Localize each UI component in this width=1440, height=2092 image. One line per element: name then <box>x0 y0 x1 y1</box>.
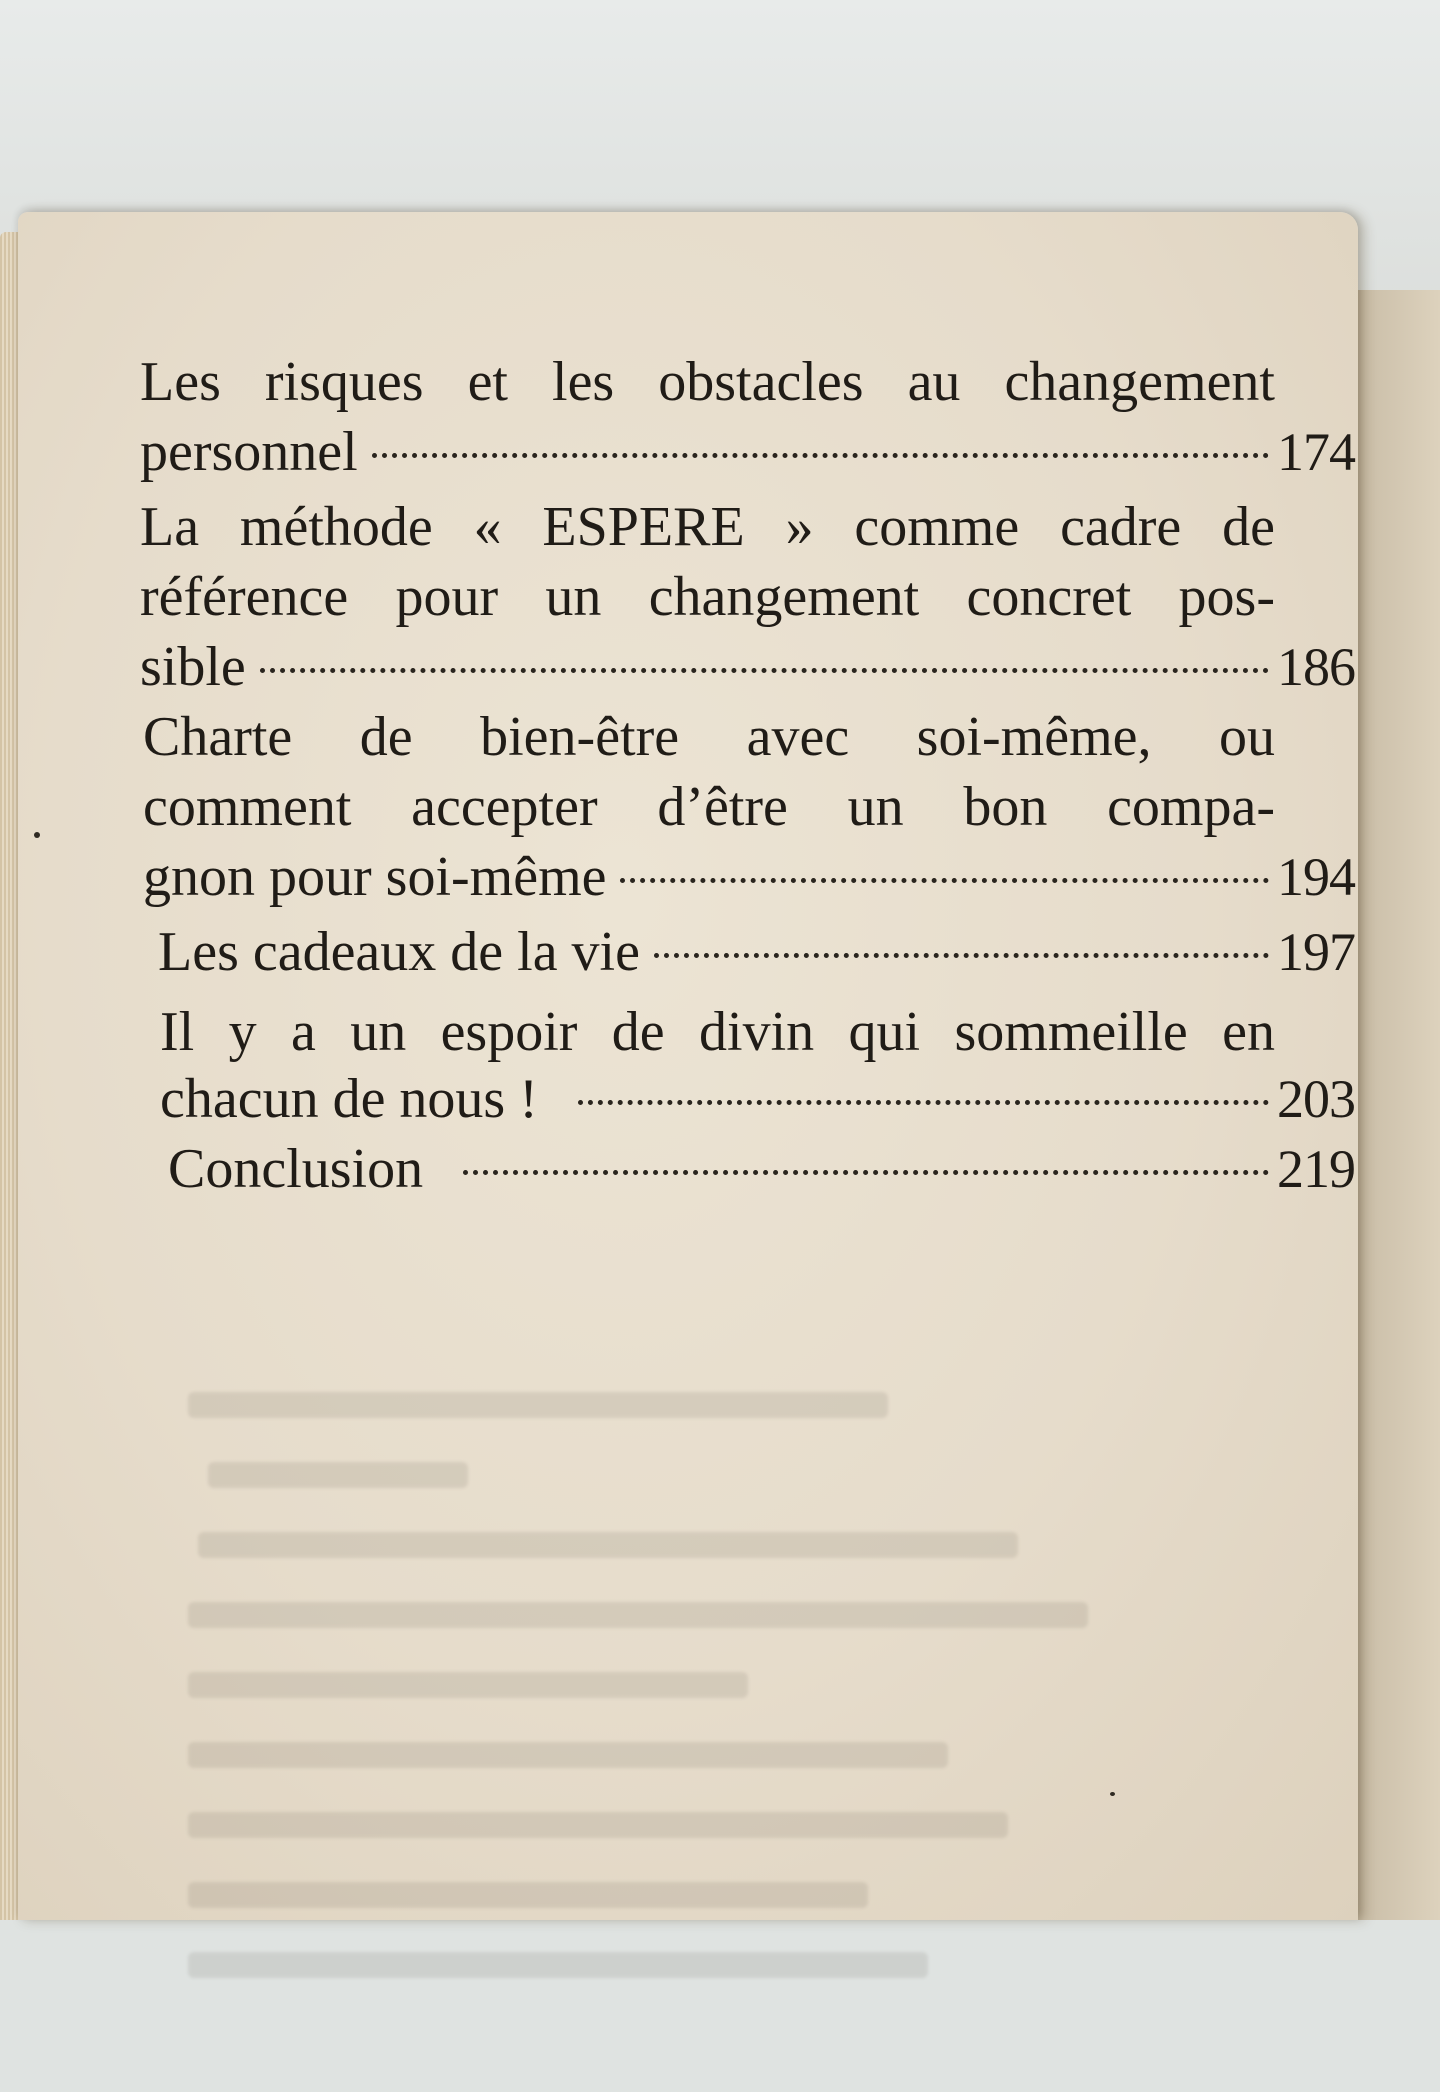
book-page <box>18 212 1358 1920</box>
dot-leader <box>260 668 1269 673</box>
toc-entry-row[interactable] <box>140 417 1355 487</box>
toc-entry-line <box>143 772 1275 842</box>
dot-leader <box>578 1100 1269 1105</box>
toc-page-number: 197 <box>1277 922 1355 982</box>
toc-entry-text: chacun de nous ! <box>160 1068 538 1130</box>
toc-entry-line <box>140 492 1275 562</box>
toc-entry-line <box>140 347 1275 417</box>
toc-entry-text: Conclusion <box>168 1138 424 1200</box>
toc-entry-row[interactable] <box>143 842 1355 912</box>
table-of-contents <box>18 212 1358 1920</box>
dot-leader <box>654 953 1269 958</box>
dot-leader <box>620 878 1269 883</box>
toc-entry-row[interactable] <box>158 917 1355 987</box>
toc-entry-text: Il y a un espoir de divin qui sommeille en <box>160 1001 1275 1063</box>
toc-entry-row[interactable] <box>140 632 1355 702</box>
toc-page-number: 203 <box>1277 1069 1355 1129</box>
toc-page-number: 174 <box>1277 422 1355 482</box>
toc-entry-text: Les risques et les obstacles au changement <box>140 351 1275 413</box>
toc-entry-text: Les cadeaux de la vie <box>158 921 640 983</box>
toc-entry-row[interactable] <box>160 1064 1355 1134</box>
toc-page-number: 194 <box>1277 847 1355 907</box>
toc-entry-text: gnon pour soi-même <box>143 846 607 908</box>
toc-entry-text: sible <box>140 636 246 698</box>
toc-entry-line <box>140 562 1275 632</box>
toc-entry-text: comment accepter d’être un bon compa- <box>143 776 1275 838</box>
ink-speck <box>1110 1792 1115 1796</box>
toc-page-number: 186 <box>1277 637 1355 697</box>
toc-entry-line <box>143 702 1275 772</box>
dot-leader <box>463 1170 1269 1175</box>
ink-speck <box>34 832 40 838</box>
dot-leader <box>372 453 1269 458</box>
toc-entry-text: La méthode « ESPERE » comme cadre de <box>140 496 1275 558</box>
toc-entry-line <box>160 997 1275 1067</box>
toc-entry-text: Charte de bien-être avec soi-même, ou <box>143 706 1275 768</box>
toc-entry-text: référence pour un changement concret pos- <box>140 566 1275 628</box>
toc-page-number: 219 <box>1277 1139 1355 1199</box>
toc-entry-text: personnel <box>140 421 358 483</box>
toc-entry-row[interactable] <box>168 1134 1355 1204</box>
